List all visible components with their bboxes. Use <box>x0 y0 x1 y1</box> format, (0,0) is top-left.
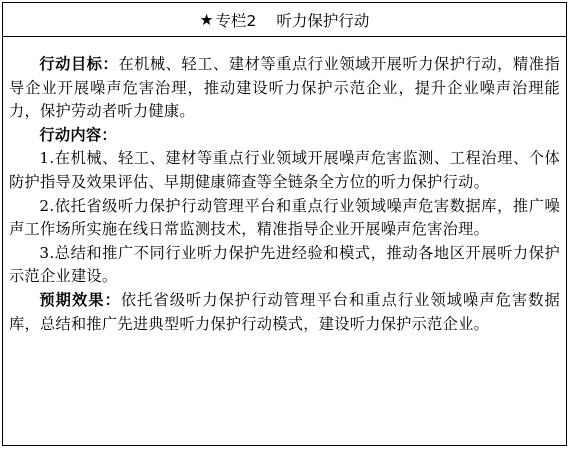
expected-paragraph <box>9 289 560 336</box>
column-box <box>2 2 567 446</box>
expected-text: 依托省级听力保护行动管理平台和重点行业领域噪声危害数据库，总结和推广先进典型听力保护行动模式，建设听力保护示范企业。 <box>9 290 561 333</box>
content-item-3: 3.总结和推广不同行业听力保护先进经验和模式，推动各地区开展听力保护示范企业建设。 <box>9 243 560 286</box>
content-item-2: 2.依托省级听力保护行动管理平台和重点行业领域噪声危害数据库，推广噪声工作场所实施在线日常监测技术，精准指导企业开展噪声危害治理。 <box>9 196 560 239</box>
column-body <box>3 37 566 336</box>
content-item-1: 1.在机械、轻工、建材等重点行业领域开展噪声危害监测、工程治理、个体防护指导及效果评估、早期健康筛查等全链条全方位的听力保护行动。 <box>9 149 560 191</box>
column-header <box>3 3 566 37</box>
content-heading: 行动内容： <box>39 125 117 144</box>
goal-paragraph <box>9 53 560 124</box>
star-icon: ★ <box>199 10 214 29</box>
goal-label: 行动目标： <box>39 55 119 73</box>
expected-label: 预期效果： <box>39 290 121 309</box>
column-title: 听力保护行动 <box>276 11 370 30</box>
column-label: 专栏2 <box>215 11 257 30</box>
goal-text: 在机械、轻工、建材等重点行业领域开展听力保护行动，精准指导企业开展噪声危害治理，推动建设听力保护示范企业，提升企业噪声治理能力，保护劳动者听力健康。 <box>9 55 561 121</box>
